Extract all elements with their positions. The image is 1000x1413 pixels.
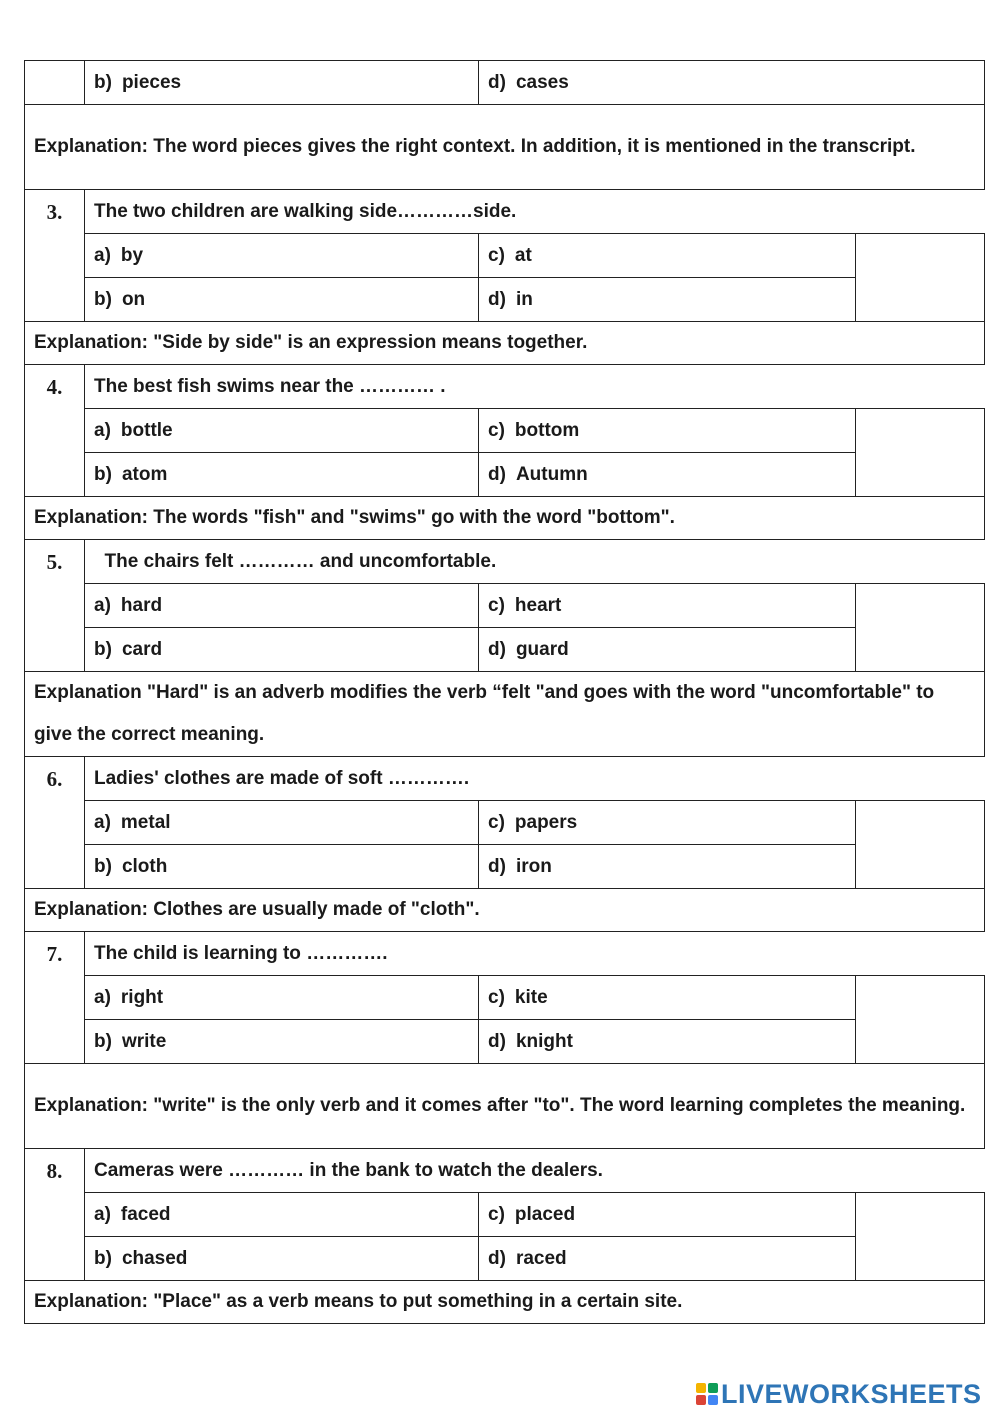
option-a[interactable]: a) metal — [85, 801, 479, 845]
question-row — [25, 1149, 985, 1193]
filler-cell — [856, 628, 985, 672]
worksheet — [24, 60, 984, 1324]
option-a[interactable]: a) hard — [85, 584, 479, 628]
question-2-options-row — [25, 61, 985, 105]
option-a[interactable]: a) right — [85, 976, 479, 1020]
option-d[interactable]: d) cases — [479, 61, 985, 105]
options-row — [25, 584, 985, 628]
liveworksheets-logo[interactable] — [696, 1377, 982, 1411]
option-b[interactable]: b) pieces — [85, 61, 479, 105]
question-row — [25, 757, 985, 801]
logo-text: LIVEWORKSHEETS — [721, 1378, 982, 1409]
option-b[interactable]: b) on — [85, 278, 479, 322]
question-text: Ladies' clothes are made of soft …………. — [85, 757, 985, 801]
option-d[interactable]: d) Autumn — [479, 453, 856, 497]
option-b[interactable]: b) write — [85, 1020, 479, 1064]
question-number: 6. — [25, 757, 85, 889]
options-row — [25, 976, 985, 1020]
option-b[interactable]: b) card — [85, 628, 479, 672]
explanation-row — [25, 1281, 985, 1324]
question-row — [25, 190, 985, 234]
explanation-row — [25, 889, 985, 932]
option-c[interactable]: c) heart — [479, 584, 856, 628]
option-a[interactable]: a) by — [85, 234, 479, 278]
option-d[interactable]: d) guard — [479, 628, 856, 672]
explanation-text: Explanation: "write" is the only verb and it comes after "to". The word learning completes the meaning. — [25, 1064, 985, 1149]
explanation-row — [25, 672, 985, 757]
explanation-row — [25, 497, 985, 540]
option-c[interactable]: c) papers — [479, 801, 856, 845]
question-row — [25, 540, 985, 584]
explanation-text: Explanation: "Place" as a verb means to put something in a certain site. — [25, 1281, 985, 1324]
filler-cell — [856, 453, 985, 497]
filler-cell — [856, 278, 985, 322]
option-c[interactable]: c) bottom — [479, 409, 856, 453]
filler-cell — [856, 845, 985, 889]
explanation-text: Explanation: Clothes are usually made of "cloth". — [25, 889, 985, 932]
question-text: The best fish swims near the ………… . — [85, 365, 985, 409]
explanation-row — [25, 322, 985, 365]
options-row — [25, 845, 985, 889]
question-number: 5. — [25, 540, 85, 672]
question-number: 7. — [25, 932, 85, 1064]
option-c[interactable]: c) placed — [479, 1193, 856, 1237]
options-row — [25, 453, 985, 497]
question-number: 3. — [25, 190, 85, 322]
filler-cell — [856, 234, 985, 278]
answer-key-table — [24, 60, 985, 1324]
options-row — [25, 409, 985, 453]
option-d[interactable]: d) knight — [479, 1020, 856, 1064]
question-number-cell — [25, 61, 85, 105]
option-b[interactable]: b) cloth — [85, 845, 479, 889]
liveworksheets-logo-icon — [696, 1383, 718, 1405]
filler-cell — [856, 584, 985, 628]
question-number: 4. — [25, 365, 85, 497]
explanation-row — [25, 1064, 985, 1149]
question-row — [25, 365, 985, 409]
explanation-text: Explanation: "Side by side" is an expression means together. — [25, 322, 985, 365]
filler-cell — [856, 801, 985, 845]
explanation-text: Explanation: The words "fish" and "swims" go with the word "bottom". — [25, 497, 985, 540]
options-row — [25, 628, 985, 672]
option-d[interactable]: d) iron — [479, 845, 856, 889]
filler-cell — [856, 1020, 985, 1064]
options-row — [25, 234, 985, 278]
filler-cell — [856, 976, 985, 1020]
filler-cell — [856, 409, 985, 453]
option-d[interactable]: d) in — [479, 278, 856, 322]
option-b[interactable]: b) atom — [85, 453, 479, 497]
options-row — [25, 278, 985, 322]
filler-cell — [856, 1237, 985, 1281]
option-d[interactable]: d) raced — [479, 1237, 856, 1281]
option-a[interactable]: a) faced — [85, 1193, 479, 1237]
question-row — [25, 932, 985, 976]
options-row — [25, 1020, 985, 1064]
options-row — [25, 801, 985, 845]
option-c[interactable]: c) at — [479, 234, 856, 278]
question-text: The chairs felt ………… and uncomfortable. — [85, 540, 985, 584]
option-c[interactable]: c) kite — [479, 976, 856, 1020]
filler-cell — [856, 1193, 985, 1237]
option-b[interactable]: b) chased — [85, 1237, 479, 1281]
explanation-text: Explanation: The word pieces gives the right context. In addition, it is mentioned in the transcript. — [25, 105, 985, 190]
question-text: The child is learning to …………. — [85, 932, 985, 976]
explanation-text: Explanation "Hard" is an adverb modifies the verb “felt "and goes with the word "uncomfortable" to give the correct meaning. — [25, 672, 985, 757]
question-text: Cameras were ………… in the bank to watch the dealers. — [85, 1149, 985, 1193]
question-number: 8. — [25, 1149, 85, 1281]
options-row — [25, 1237, 985, 1281]
option-a[interactable]: a) bottle — [85, 409, 479, 453]
explanation-row — [25, 105, 985, 190]
options-row — [25, 1193, 985, 1237]
question-text: The two children are walking side…………side. — [85, 190, 985, 234]
